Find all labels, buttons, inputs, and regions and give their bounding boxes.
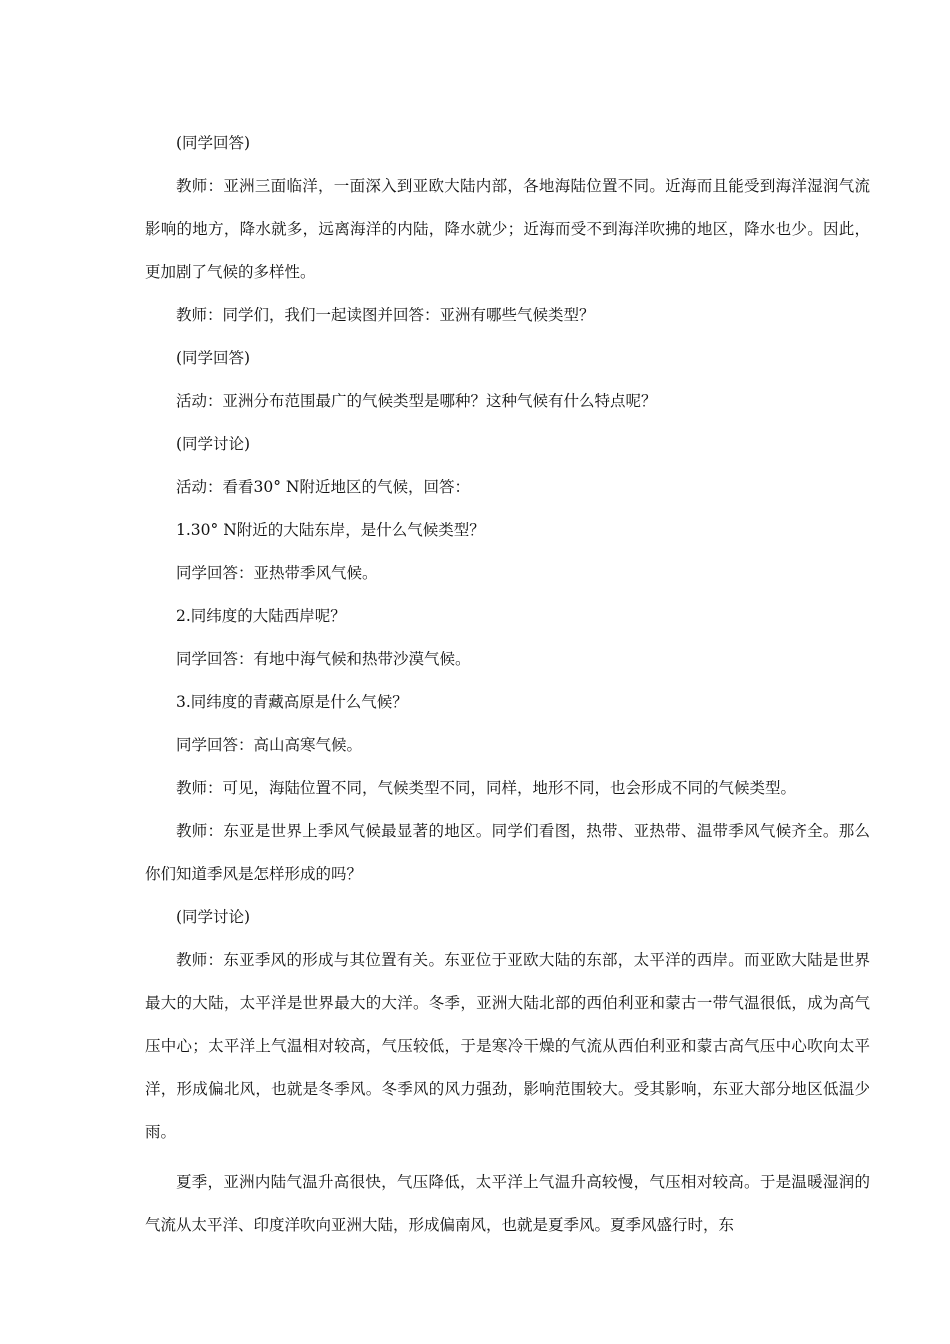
document-body	[145, 122, 870, 1247]
paragraph-teacher-asia-ocean: 教师：亚洲三面临洋，一面深入到亚欧大陆内部，各地海陆位置不同。近海而且能受到海洋湿润气流影响的地方，降水就多，远离海洋的内陆，降水就少；近海而受不到海洋吹拂的地区，降水也少。因此，更加剧了气候的多样性。	[145, 177, 870, 281]
paragraph-activity-widest-climate: 活动：亚洲分布范围最广的气候类型是哪种？这种气候有什么特点呢？	[176, 392, 657, 410]
paragraph-summer-monsoon: 夏季，亚洲内陆气温升高很快，气压降低，太平洋上气温升高较慢，气压相对较高。于是温暖湿润的气流从太平洋、印度洋吹向亚洲大陆，形成偏南风，也就是夏季风。夏季风盛行时，东	[145, 1173, 870, 1234]
paragraph-student-answer-1: (同学回答)	[176, 134, 251, 152]
paragraph-teacher-conclusion: 教师：可见，海陆位置不同，气候类型不同，同样，地形不同，也会形成不同的气候类型。	[176, 779, 797, 797]
paragraph-question-2: 2.同纬度的大陆西岸呢？	[176, 607, 346, 625]
paragraph-student-discussion-2: (同学讨论)	[176, 908, 251, 926]
paragraph-question-3: 3.同纬度的青藏高原是什么气候？	[176, 693, 408, 711]
paragraph-teacher-read-map: 教师：同学们，我们一起读图并回答：亚洲有哪些气候类型？	[176, 306, 595, 324]
paragraph-student-answer-2: (同学回答)	[176, 349, 251, 367]
paragraph-question-1: 1.30° N附近的大陆东岸，是什么气候类型？	[176, 521, 485, 539]
paragraph-answer-1: 同学回答：亚热带季风气候。	[176, 564, 378, 582]
paragraph-student-discussion-1: (同学讨论)	[176, 435, 251, 453]
paragraph-answer-3: 同学回答：高山高寒气候。	[176, 736, 363, 754]
paragraph-teacher-monsoon-formation: 教师：东亚季风的形成与其位置有关。东亚位于亚欧大陆的东部，太平洋的西岸。而亚欧大陆是世界最大的大陆，太平洋是世界最大的大洋。冬季，亚洲大陆北部的西伯利亚和蒙古一带气温很低，成为高气压中心；太平洋上气温相对较高，气压较低，于是寒冷干燥的气流从西伯利亚和蒙古高气压中心吹向太平洋，形成偏北风，也就是冬季风。冬季风的风力强劲，影响范围较大。受其影响，东亚大部分地区低温少雨。	[145, 951, 870, 1141]
paragraph-teacher-monsoon-question: 教师：东亚是世界上季风气候最显著的地区。同学们看图，热带、亚热带、温带季风气候齐全。那么你们知道季风是怎样形成的吗？	[145, 822, 870, 883]
paragraph-activity-30n: 活动：看看30° N附近地区的气候，回答：	[176, 478, 470, 496]
paragraph-answer-2: 同学回答：有地中海气候和热带沙漠气候。	[176, 650, 471, 668]
